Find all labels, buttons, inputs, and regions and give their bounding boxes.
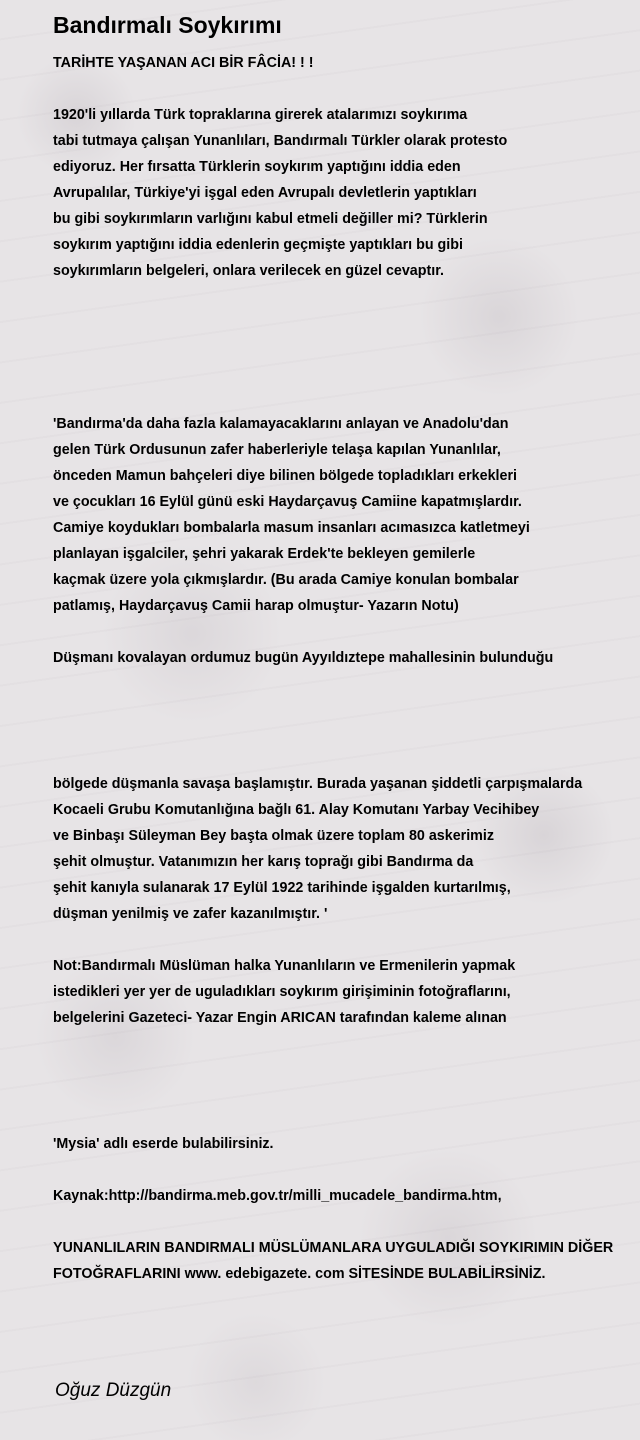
- text-line: şehit kanıyla sulanarak 17 Eylül 1922 tarihinde işgalden kurtarılmış,: [53, 880, 511, 896]
- author-name: Oğuz Düzgün: [55, 1380, 172, 1401]
- paragraph-5: [53, 953, 515, 1031]
- text-line: önceden Mamun bahçeleri diye bilinen bölgede topladıkları erkekleri: [53, 468, 517, 484]
- text-line: bölgede düşmanla savaşa başlamıştır. Burada yaşanan şiddetli çarpışmalarda: [53, 776, 583, 792]
- text-line: 1920'li yıllarda Türk topraklarına girerek atalarımızı soykırıma: [53, 107, 468, 123]
- text-line: belgelerini Gazeteci- Yazar Engin ARICAN tarafından kaleme alınan: [53, 1010, 507, 1026]
- subtitle: [53, 50, 314, 76]
- paragraph-1: [53, 102, 507, 284]
- text-line: Düşmanı kovalayan ordumuz bugün Ayyıldıztepe mahallesinin bulunduğu: [53, 650, 554, 666]
- text-line: gelen Türk Ordusunun zafer haberleriyle telaşa kapılan Yunanlılar,: [53, 442, 501, 458]
- text-line: tabi tutmaya çalışan Yunanlıları, Bandırmalı Türkler olarak protesto: [53, 133, 508, 149]
- text-line: planlayan işgalciler, şehri yakarak Erdek'te bekleyen gemilerle: [53, 546, 476, 562]
- text-line: Kocaeli Grubu Komutanlığına bağlı 61. Alay Komutanı Yarbay Vecihibey: [53, 802, 540, 818]
- text-line: soykırımların belgeleri, onlara verilecek en güzel cevaptır.: [53, 263, 444, 279]
- text-line: ve çocukları 16 Eylül günü eski Haydarçavuş Camiine kapatmışlardır.: [53, 494, 522, 510]
- text-line: patlamış, Haydarçavuş Camii harap olmuştur- Yazarın Notu): [53, 598, 459, 614]
- text-line: ve Binbaşı Süleyman Bey başta olmak üzere toplam 80 askerimiz: [53, 828, 495, 844]
- text-line: istedikleri yer yer de uguladıkları soykırım girişiminin fotoğraflarını,: [53, 984, 511, 1000]
- text-line: bu gibi soykırımların varlığını kabul etmeli değiller mi? Türklerin: [53, 211, 488, 227]
- text-line: soykırım yaptığını iddia edenlerin geçmişte yaptıkları bu gibi: [53, 237, 463, 253]
- text-line: Camiye koydukları bombalarla masum insanları acımasızca katletmeyi: [53, 520, 530, 536]
- text-line: kaçmak üzere yola çıkmışlardır. (Bu arada Camiye konulan bombalar: [53, 572, 519, 588]
- page-title: Bandırmalı Soykırımı: [53, 12, 282, 38]
- text-line: FOTOĞRAFLARINI www. edebigazete. com SİTESİNDE BULABİLİRSİNİZ.: [53, 1266, 546, 1282]
- paragraph-4: [53, 771, 582, 927]
- paragraph-2: [53, 411, 530, 619]
- subtitle-text: TARİHTE YAŞANAN ACI BİR FÂCİA! ! !: [53, 55, 314, 71]
- paragraph-8: [53, 1235, 613, 1287]
- poem-page: [53, 0, 640, 1440]
- text-line: 'Bandırma'da daha fazla kalamayacaklarını anlayan ve Anadolu'dan: [53, 416, 509, 432]
- source-text: Kaynak:http://bandirma.meb.gov.tr/milli_mucadele_bandirma.htm,: [53, 1188, 502, 1204]
- paragraph-3: [53, 645, 553, 671]
- text-line: Not:Bandırmalı Müslüman halka Yunanlıların ve Ermenilerin yapmak: [53, 958, 516, 974]
- text-line: düşman yenilmiş ve zafer kazanılmıştır. ': [53, 906, 328, 922]
- text-line: ediyoruz. Her fırsatta Türklerin soykırım yaptığını iddia eden: [53, 159, 461, 175]
- text-line: YUNANLILARIN BANDIRMALI MÜSLÜMANLARA UYGULADIĞI SOYKIRIMIN DİĞER: [53, 1240, 614, 1256]
- text-line: şehit olmuştur. Vatanımızın her karış toprağı gibi Bandırma da: [53, 854, 474, 870]
- source-line: [53, 1183, 502, 1209]
- paragraph-6: [53, 1131, 274, 1157]
- text-line: 'Mysia' adlı eserde bulabilirsiniz.: [53, 1136, 274, 1152]
- text-line: Avrupalılar, Türkiye'yi işgal eden Avrupalı devletlerin yaptıkları: [53, 185, 477, 201]
